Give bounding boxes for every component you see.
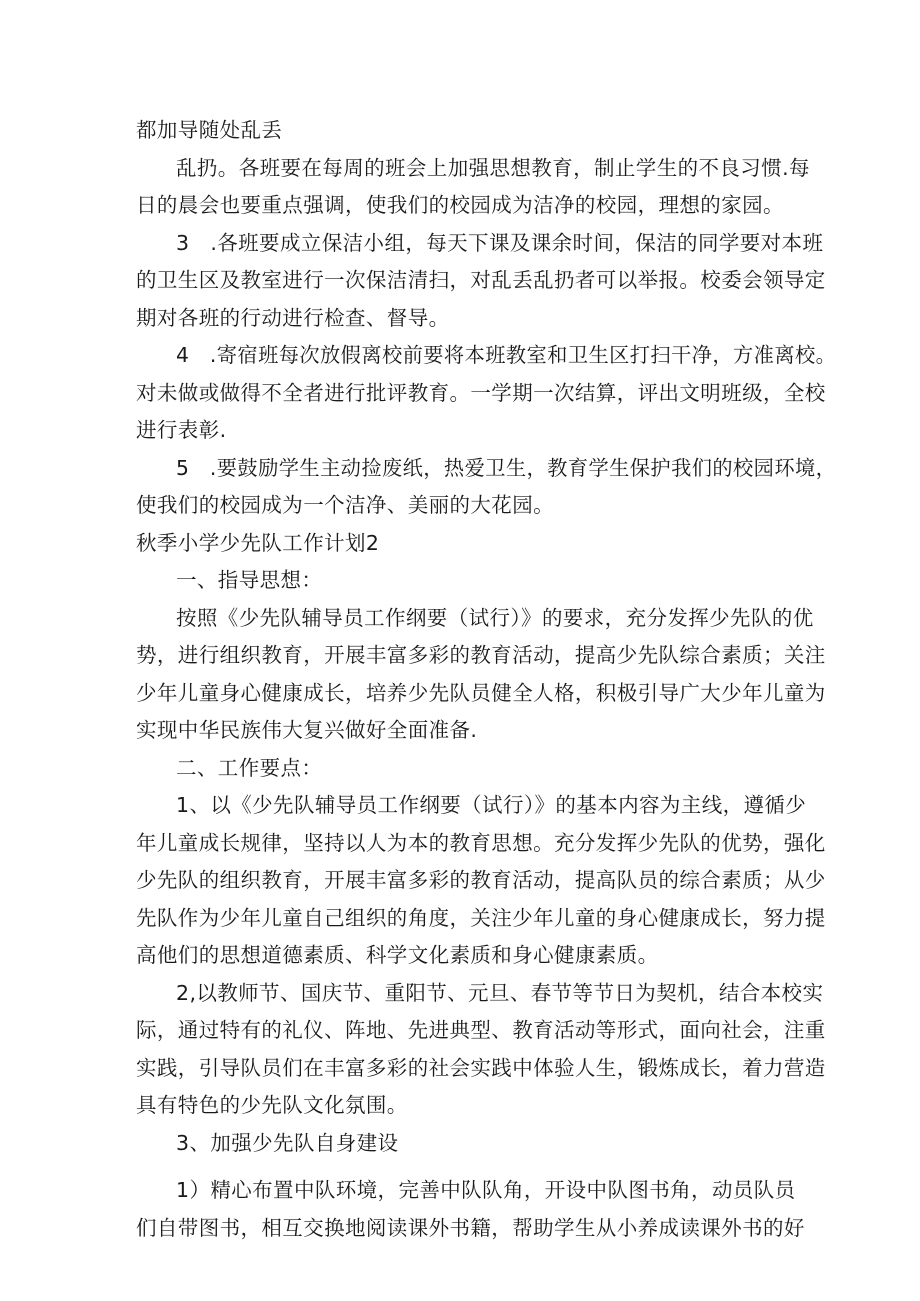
text-line: 势，进行组织教育，开展丰富多彩的教育活动，提高少先队综合素质；关注 [136, 643, 826, 667]
text-line: 少年儿童身心健康成长，培养少先队员健全人格，积极引导广大少年儿童为 [136, 681, 826, 705]
text-line: 实现中华民族伟大复兴做好全面准备. [136, 718, 478, 742]
subsection-heading: 一、指导思想： [176, 568, 323, 592]
text-line: 1、以《少先队辅导员工作纲要（试行）》的基本内容为主线，遵循少 [176, 793, 807, 817]
text-line: 期对各班的行动进行检查、督导。 [136, 306, 450, 330]
section-heading: 秋季小学少先队工作计划2 [136, 531, 380, 555]
text-line: 先队作为少年儿童自己组织的角度，关注少年儿童的身心健康成长，努力提 [136, 906, 826, 930]
text-line: 2,以教师节、国庆节、重阳节、元旦、春节等节日为契机，结合本校实 [176, 981, 824, 1005]
text-line: 对未做或做得不全者进行批评教育。一学期一次结算，评出文明班级，全校 [136, 381, 826, 405]
subsection-heading: 二、工作要点： [176, 756, 323, 780]
subsection-heading: 3、加强少先队自身建设 [176, 1131, 399, 1155]
text-line: 具有特色的少先队文化氛围。 [136, 1093, 408, 1117]
text-line: 1）精心布置中队环境，完善中队队角，开设中队图书角，动员队员 [176, 1178, 796, 1202]
text-line: 都加导随处乱丢 [136, 118, 283, 142]
text-line: 际，通过特有的礼仪、阵地、先进典型、教育活动等形式，面向社会，注重 [136, 1018, 826, 1042]
text-line: 的卫生区及教室进行一次保洁清扫，对乱丢乱扔者可以举报。校委会领导定 [136, 268, 826, 292]
text-line: 实践，引导队员们在丰富多彩的社会实践中体验人生，锻炼成长，着力营造 [136, 1056, 826, 1080]
text-line: 按照《少先队辅导员工作纲要（试行）》的要求，充分发挥少先队的优 [176, 606, 814, 630]
text-line: 进行表彰. [136, 418, 227, 442]
text-line: 3 .各班要成立保洁小组，每天下课及课余时间，保洁的同学要对本班 [176, 231, 824, 255]
text-line: 使我们的校园成为一个洁净、美丽的大花园。 [136, 493, 554, 517]
text-line: 4 .寄宿班每次放假离校前要将本班教室和卫生区打扫干净，方准离校。 [176, 343, 837, 367]
text-line: 年儿童成长规律，坚持以人为本的教育思想。充分发挥少先队的优势，强化 [136, 831, 826, 855]
text-line: 日的晨会也要重点强调，使我们的校园成为洁净的校园，理想的家园。 [136, 193, 784, 217]
text-line: 高他们的思想道德素质、科学文化素质和身心健康素质。 [136, 943, 659, 967]
text-line: 乱扔。各班要在每周的班会上加强思想教育，制止学生的不良习惯.每 [176, 156, 810, 180]
text-line: 少先队的组织教育，开展丰富多彩的教育活动，提高队员的综合素质；从少 [136, 868, 826, 892]
text-line: 5 .要鼓励学生主动捡废纸，热爱卫生，教育学生保护我们的校园环境， [176, 456, 837, 480]
text-line: 们自带图书，相互交换地阅读课外书籍，帮助学生从小养成读课外书的好 [136, 1216, 805, 1240]
